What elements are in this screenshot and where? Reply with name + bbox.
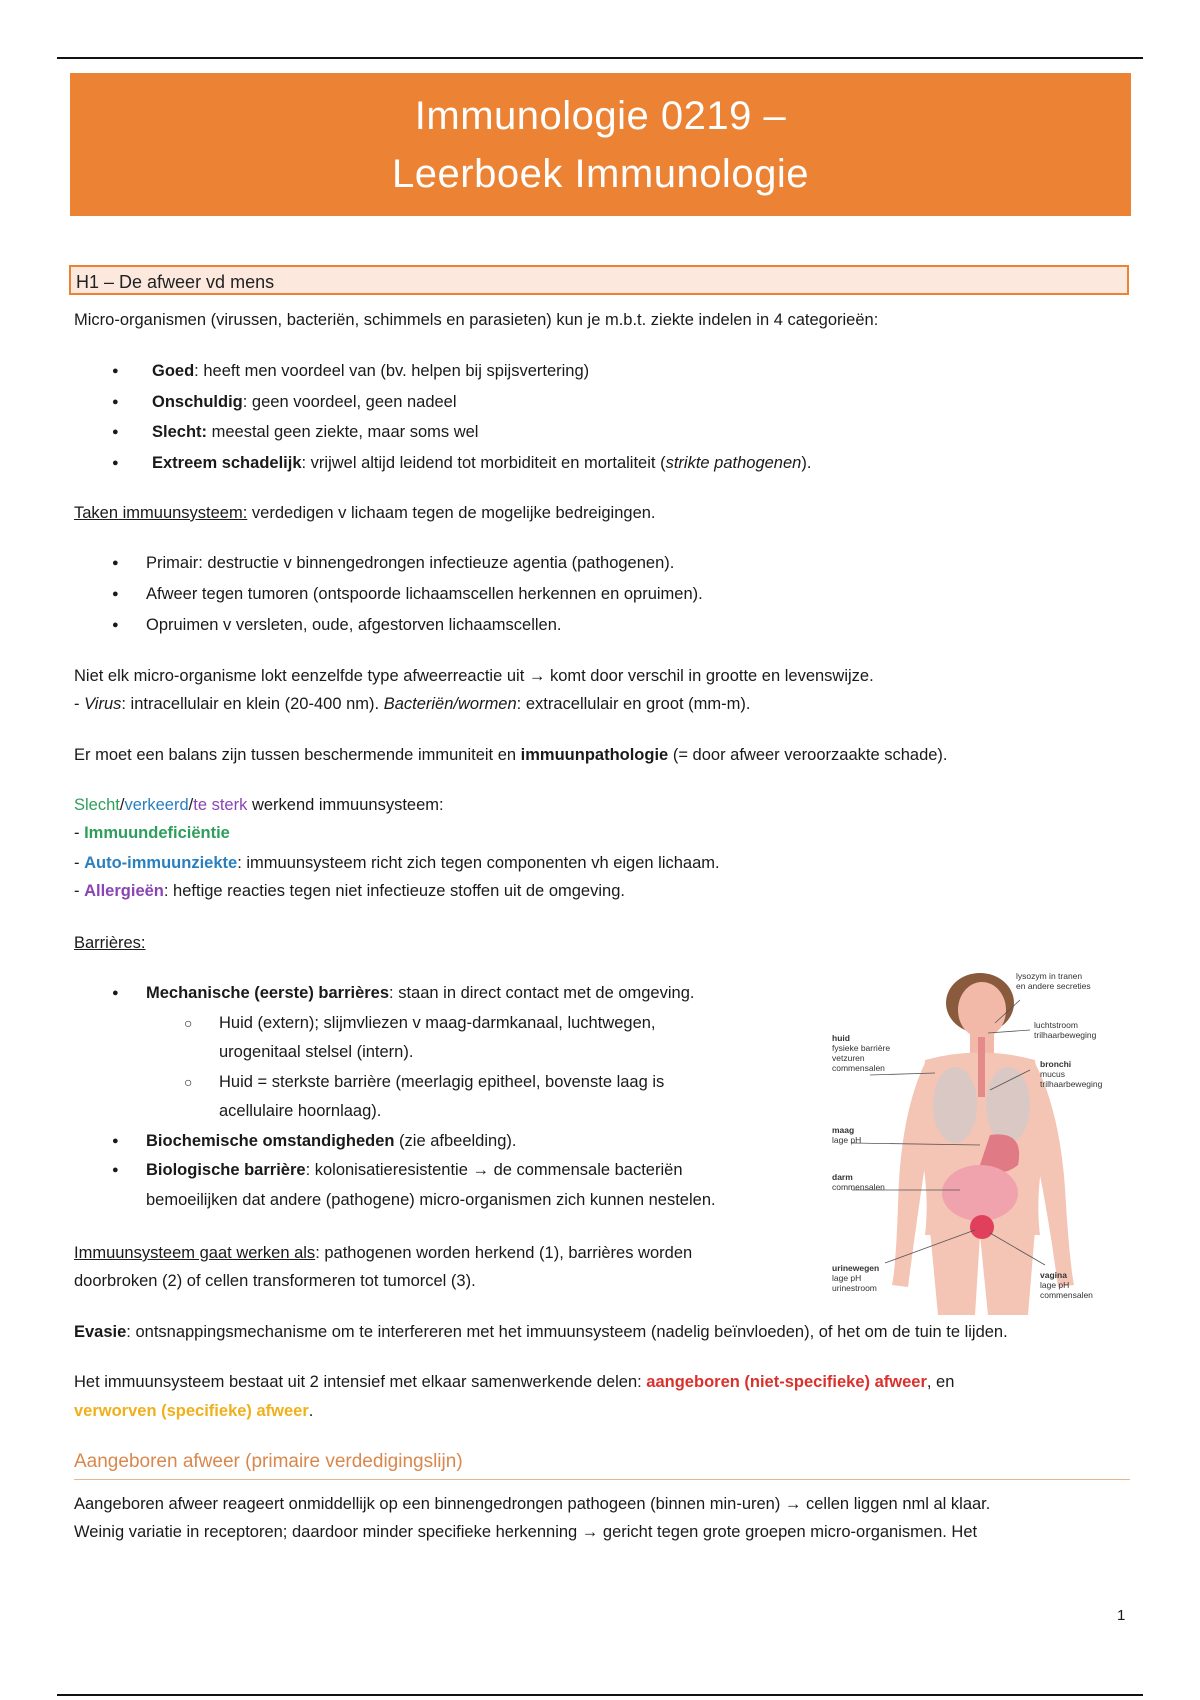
label-skin: huid fysieke barrière vetzuren commensalen	[832, 1033, 891, 1073]
balance-paragraph: Er moet een balans zijn tussen beschermende immuniteit en immuunpathologie (= door afweer veroorzaakte schade).	[74, 746, 948, 764]
label-airflow: luchtstroom trilhaarbeweging	[1034, 1020, 1097, 1040]
list-item: ○ Huid = sterkste barrière (meerlagig epitheel, bovenste laag is acellulaire hoornlaag).	[74, 1068, 739, 1127]
chapter-heading: H1 – De afweer vd mens	[69, 265, 1129, 295]
works-line-2: doorbroken (2) of cellen transformeren tot tumorcel (3).	[74, 1272, 476, 1290]
title-line-2: Leerboek Immunologie	[392, 151, 809, 196]
immunodeficiency-line: - Immuundeficiëntie	[74, 824, 230, 842]
label-bronchi: bronchi mucus trilhaarbeweging	[1040, 1059, 1103, 1089]
innate-line-2: Weinig variatie in receptoren; daardoor minder specifieke herkenning → gericht tegen grote groepen micro-organismen. Het	[74, 1523, 978, 1541]
bottom-rule	[57, 1694, 1143, 1696]
evasie-paragraph: Evasie: ontsnappingsmechanisme om te interfereren met het immuunsysteem (nadelig beïnvloeden), of het om de tuin te lijden.	[74, 1323, 1008, 1341]
label-urinary: urinewegen lage pH urinestroom	[832, 1263, 880, 1293]
system-line: Slecht/verkeerd/te sterk werkend immuunsysteem:	[74, 796, 444, 814]
innate-line-1: Aangeboren afweer reageert onmiddellijk op een binnengedrongen pathogeen (binnen min-uren) → cellen liggen nml al klaar.	[74, 1495, 991, 1513]
barrier-list	[74, 979, 739, 1215]
label-lysozym: lysozym in tranen en andere secreties	[1016, 971, 1091, 991]
tasks-paragraph: Taken immuunsysteem: verdedigen v lichaam tegen de mogelijke bedreigingen.	[74, 504, 656, 522]
list-item: ● Goed: heeft men voordeel van (bv. helpen bij spijsvertering)	[74, 356, 811, 387]
allergy-line: - Allergieën: heftige reacties tegen niet infectieuze stoffen uit de omgeving.	[74, 882, 625, 900]
list-item: ● Afweer tegen tumoren (ontspoorde lichaamscellen herkennen en opruimen).	[74, 579, 703, 610]
top-rule	[57, 57, 1143, 59]
label-vagina: vagina lage pH commensalen	[1040, 1270, 1093, 1300]
section-heading-innate: Aangeboren afweer (primaire verdedigingslijn)	[74, 1449, 1130, 1480]
title-line-1: Immunologie 0219 –	[414, 93, 787, 138]
body-barrier-figure	[830, 965, 1130, 1315]
autoimmune-line: - Auto-immuunziekte: immuunsysteem richt zich tegen componenten vh eigen lichaam.	[74, 854, 720, 872]
category-list	[74, 356, 811, 478]
list-item: ● Onschuldig: geen voordeel, geen nadeel	[74, 387, 811, 418]
list-item: ● Primair: destructie v binnengedrongen infectieuze agentia (pathogenen).	[74, 548, 703, 579]
list-item: ● Biochemische omstandigheden (zie afbeelding).	[74, 1127, 739, 1157]
label-stomach: maag lage pH	[832, 1125, 862, 1145]
parts-line-1: Het immuunsysteem bestaat uit 2 intensief met elkaar samenwerkende delen: aangeboren (niet-specifieke) afweer, en	[74, 1373, 955, 1391]
variety-line-1: Niet elk micro-organisme lokt eenzelfde type afweerreactie uit → komt door verschil in grootte en levenswijze.	[74, 667, 874, 685]
barriers-label: Barrières:	[74, 934, 146, 952]
list-item: ● Extreem schadelijk: vrijwel altijd leidend tot morbiditeit en mortaliteit (strikte pathogenen).	[74, 448, 811, 479]
variety-line-2: - Virus: intracellulair en klein (20-400 nm). Bacteriën/wormen: extracellulair en groot (mm-m).	[74, 695, 751, 713]
title-banner	[70, 73, 1131, 216]
page-number: 1	[1117, 1607, 1126, 1624]
label-intestine: darm commensalen	[832, 1172, 885, 1192]
list-item: ● Opruimen v versleten, oude, afgestorven lichaamscellen.	[74, 610, 703, 641]
list-item: ○ Huid (extern); slijmvliezen v maag-darmkanaal, luchtwegen, urogenitaal stelsel (intern).	[74, 1009, 739, 1068]
works-line-1: Immuunsysteem gaat werken als: pathogenen worden herkend (1), barrières worden	[74, 1244, 693, 1262]
intro-paragraph: Micro-organismen (virussen, bacteriën, schimmels en parasieten) kun je m.b.t. ziekte indelen in 4 categorieën:	[74, 311, 879, 329]
task-list	[74, 548, 703, 641]
list-item: ● Mechanische (eerste) barrières: staan in direct contact met de omgeving.	[74, 979, 739, 1009]
parts-line-2: verworven (specifieke) afweer.	[74, 1402, 314, 1420]
list-item: ● Slecht: meestal geen ziekte, maar soms wel	[74, 417, 811, 448]
list-item: ● Biologische barrière: kolonisatieresistentie → de commensale bacteriën bemoeilijken dat andere (pathogene) micro-organismen zich kunnen nestelen.	[74, 1156, 739, 1215]
